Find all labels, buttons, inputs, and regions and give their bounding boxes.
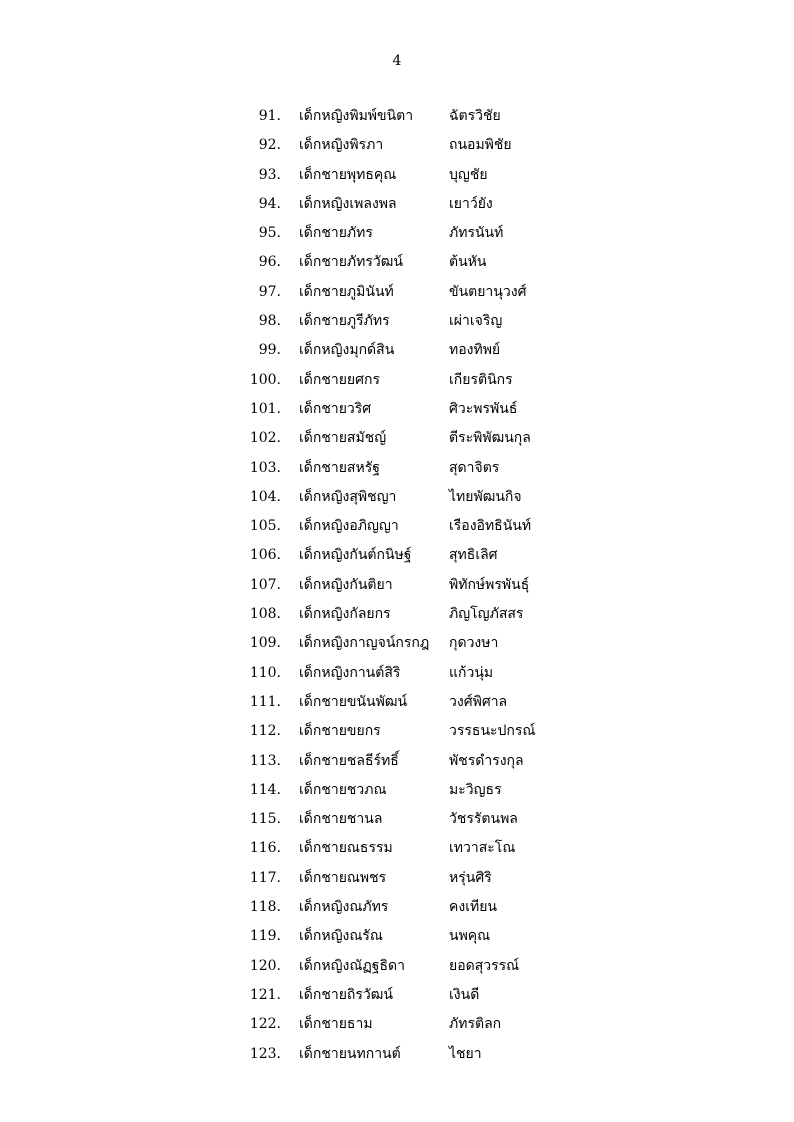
item-number: 103.: [249, 459, 281, 476]
list-item: [0, 102, 794, 131]
list-item: [0, 834, 794, 863]
list-item: [0, 190, 794, 219]
item-number: 116.: [249, 840, 281, 857]
student-name: เด็กหญิงสุพิชญา: [299, 488, 397, 505]
student-name: เด็กชายพุทธคุณ: [299, 166, 397, 183]
student-surname: วรรธนะปกรณ์: [449, 723, 536, 740]
list-item: [0, 541, 794, 570]
student-name: เด็กหญิงกัลยกร: [299, 606, 391, 623]
student-name: เด็กชายภูมินันท์: [299, 283, 394, 300]
item-number: 91.: [258, 108, 281, 124]
list-item: [0, 776, 794, 805]
item-number: 122.: [249, 1016, 281, 1033]
item-number: 95.: [258, 225, 281, 242]
student-surname: คงเทียน: [449, 899, 497, 916]
student-surname: วัชรรัตนพล: [449, 811, 518, 828]
list-item: [0, 454, 794, 483]
student-surname: ตีระพิพัฒนกุล: [449, 430, 531, 447]
list-item: [0, 219, 794, 248]
list-item: [0, 161, 794, 190]
item-number: 97.: [258, 283, 281, 300]
student-name: เด็กหญิงกันต์กนิษฐ์: [299, 547, 412, 564]
student-surname: ยอดสุวรรณ์: [449, 957, 520, 974]
student-surname: ถนอมพิชัย: [449, 137, 512, 154]
student-surname: เรืองอิทธินันท์: [449, 518, 532, 535]
student-surname: พัชรดำรงกุล: [449, 752, 524, 769]
student-name: เด็กหญิงณรัณ: [299, 928, 383, 945]
student-name: เด็กชายสหรัฐ: [299, 459, 380, 476]
student-name: เด็กหญิงอภิญญา: [299, 518, 399, 535]
item-number: 104.: [249, 488, 281, 505]
student-name: เด็กหญิงพิมพ์ขนิตา: [299, 108, 414, 124]
list-item: [0, 922, 794, 951]
student-name: เด็กหญิงมุกด์สิน: [299, 342, 395, 359]
item-number: 112.: [249, 723, 281, 740]
list-item: [0, 600, 794, 629]
list-item: [0, 1010, 794, 1039]
list-item: [0, 278, 794, 307]
student-surname: แก้วนุ่ม: [449, 664, 494, 681]
student-surname: เยาว์ยัง: [449, 195, 493, 212]
page-number: 4: [392, 53, 402, 69]
item-number: 93.: [258, 166, 281, 183]
item-number: 102.: [249, 430, 281, 447]
list-item: [0, 981, 794, 1010]
item-number: 110.: [249, 664, 281, 681]
student-name: เด็กชายภัทรวัฒน์: [299, 254, 403, 271]
item-number: 100.: [249, 371, 281, 388]
item-number: 98.: [258, 313, 281, 330]
list-item: [0, 307, 794, 336]
student-surname: ภิญโญภัสสร: [449, 606, 524, 623]
item-number: 123.: [249, 1045, 281, 1062]
list-item: [0, 512, 794, 541]
student-surname: เผ่าเจริญ: [449, 313, 503, 330]
student-name: เด็กชายสมัชญ์: [299, 430, 387, 447]
item-number: 111.: [249, 693, 281, 710]
list-item: [0, 747, 794, 776]
item-number: 94.: [258, 195, 281, 212]
student-name: เด็กหญิงกานต์สิริ: [299, 664, 401, 681]
item-number: 118.: [249, 899, 281, 916]
list-item: [0, 1040, 794, 1069]
item-number: 99.: [258, 342, 281, 359]
student-surname: ศิวะพรพันธ์: [449, 400, 518, 417]
student-name: เด็กชายชานล: [299, 811, 383, 828]
student-name: เด็กหญิงกาญจน์กรกฎ: [299, 635, 430, 652]
student-name: เด็กชายขนันพัฒน์: [299, 693, 408, 710]
item-number: 117.: [249, 869, 281, 886]
student-name: เด็กหญิงกันติยา: [299, 576, 393, 593]
list-item: [0, 336, 794, 365]
item-number: 109.: [249, 635, 281, 652]
item-number: 115.: [249, 811, 281, 828]
item-number: 92.: [258, 137, 281, 154]
student-name: เด็กหญิงพิรภา: [299, 137, 384, 154]
student-surname: เงินดี: [449, 986, 480, 1003]
item-number: 121.: [249, 986, 281, 1003]
student-list: [0, 102, 794, 1069]
list-item: [0, 571, 794, 600]
student-surname: เทวาสะโณ: [449, 840, 516, 857]
item-number: 120.: [249, 957, 281, 974]
list-item: [0, 688, 794, 717]
list-item: [0, 659, 794, 688]
item-number: 101.: [249, 400, 281, 417]
student-surname: ภัทรติลก: [449, 1016, 502, 1033]
student-name: เด็กชายยศกร: [299, 371, 381, 388]
item-number: 105.: [249, 518, 281, 535]
student-name: เด็กหญิงณัฏฐธิดา: [299, 957, 405, 974]
student-surname: ไชยา: [449, 1045, 482, 1062]
list-item: [0, 424, 794, 453]
student-surname: หรุ่นศิริ: [449, 869, 492, 886]
item-number: 106.: [249, 547, 281, 564]
student-name: เด็กชายภูรีภัทร: [299, 313, 390, 330]
student-surname: มะวิญธร: [449, 781, 502, 798]
list-item: [0, 483, 794, 512]
student-surname: กุดวงษา: [449, 635, 499, 652]
list-item: [0, 805, 794, 834]
student-surname: วงศ์พิศาล: [449, 693, 508, 710]
student-name: เด็กชายขยกร: [299, 723, 381, 740]
student-name: เด็กชายวริศ: [299, 400, 372, 417]
list-item: [0, 864, 794, 893]
item-number: 96.: [258, 254, 281, 271]
list-item: [0, 366, 794, 395]
student-surname: ต้นหัน: [449, 254, 487, 271]
student-name: เด็กชายชลธีร์ทธิ์: [299, 752, 399, 769]
student-surname: สุดาจิตร: [449, 459, 500, 476]
item-number: 114.: [249, 781, 281, 798]
student-name: เด็กชายณพชร: [299, 869, 387, 886]
list-item: [0, 893, 794, 922]
student-surname: ฉัตรวิชัย: [449, 108, 501, 124]
student-name: เด็กชายถิรวัฒน์: [299, 986, 393, 1003]
list-item: [0, 248, 794, 277]
student-name: เด็กหญิงณภัทร: [299, 899, 389, 916]
student-surname: สุทธิเลิศ: [449, 547, 498, 564]
student-name: เด็กชายธาม: [299, 1016, 373, 1033]
student-surname: ไทยพัฒนกิจ: [449, 488, 522, 505]
list-item: [0, 629, 794, 658]
list-item: [0, 952, 794, 981]
student-surname: บุญชัย: [449, 166, 488, 183]
list-item: [0, 395, 794, 424]
student-surname: ทองทิพย์: [449, 342, 501, 359]
list-item: [0, 717, 794, 746]
item-number: 107.: [249, 576, 281, 593]
list-item: [0, 131, 794, 160]
item-number: 108.: [249, 606, 281, 623]
student-name: เด็กชายชวภณ: [299, 781, 387, 798]
student-surname: นพคุณ: [449, 928, 491, 945]
student-surname: เกียรตินิกร: [449, 371, 513, 388]
item-number: 113.: [249, 752, 281, 769]
student-surname: ขันตยานุวงศ์: [449, 283, 527, 300]
student-surname: พิทักษ์พรพันธุ์: [449, 576, 530, 593]
student-surname: ภัทรนันท์: [449, 225, 504, 242]
student-name: เด็กชายภัทร: [299, 225, 373, 242]
student-name: เด็กชายนทกานต์: [299, 1045, 401, 1062]
student-name: เด็กชายณธรรม: [299, 840, 393, 857]
student-name: เด็กหญิงเพลงพล: [299, 195, 397, 212]
item-number: 119.: [249, 928, 281, 945]
